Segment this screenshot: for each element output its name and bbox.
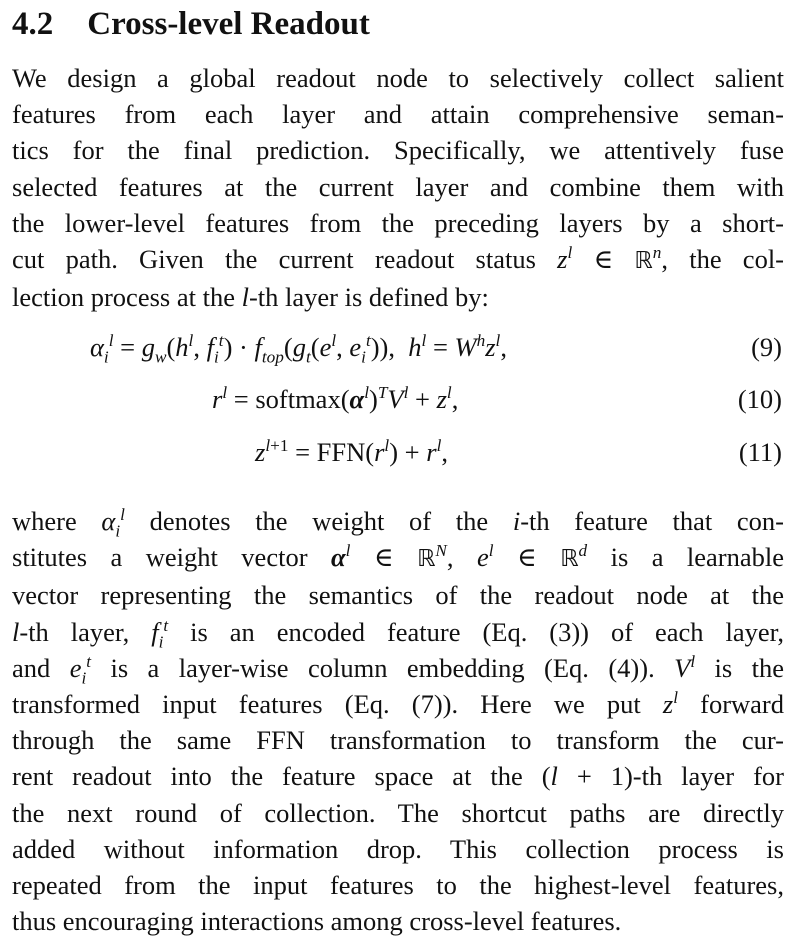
text-line: thus encouraging interactions among cross-level features. <box>12 906 622 937</box>
equation-body: $\alpha_i^l = g_w(h^l$, $f_i^t) \cdot f_{top}(g_t(e^l$, $e_i^t$)), $h^l = W^hz^l$, <box>90 331 507 367</box>
text-line: the next round of collection. The shortcut paths are directly <box>12 797 784 828</box>
equation-body: $r^l$ = $softmax(\alpha^l)^TV^l + z^l$, <box>212 383 459 414</box>
equation-number: (10) <box>737 384 782 414</box>
equation-9 <box>0 332 784 372</box>
paragraph-explanation <box>12 503 784 939</box>
text-line: and $e_i^t$ is a layer-wise column embedding (Eq. (4)). $V^l$ is the <box>12 651 784 688</box>
text-line: where $\alpha_i^l$ denotes the weight of the i-th feature that con- <box>12 505 784 541</box>
text-line: repeated from the input features to the highest-level features, <box>12 870 784 901</box>
text-line: rent readout into the feature space at the (l + 1)-th layer for <box>12 761 784 792</box>
text-line: lection process at the l-th layer is defined by: <box>12 282 489 313</box>
text-line: stitutes a weight vector $\alpha^l$ ∈ ℝ$^N$, $e^l$ ∈ ℝ$^d$ is a learnable <box>12 541 785 573</box>
equation-body: $z^{l+1} = FFN(r^l) + r^l$, <box>255 436 448 467</box>
text-line: transformed input features (Eq. (7)). Here we put $z^l$ forward <box>12 688 785 720</box>
text-line: selected features at the current layer and combine them with <box>12 171 784 202</box>
text-line: vector representing the semantics of the readout node at the <box>12 580 784 611</box>
text-line: the lower-level features from the preceding layers by a short- <box>12 207 784 238</box>
section-number: 4.2 <box>12 6 54 42</box>
text-line: We design a global readout node to selectively collect salient <box>12 63 784 93</box>
text-line: cut path. Given the current readout status $z^l$ ∈ ℝ$^n$, the col- <box>12 243 784 275</box>
text-line: added without information drop. This collection process is <box>12 833 784 864</box>
section-title: Cross-level Readout <box>87 6 370 42</box>
text-line: l-th layer, $f_i^t$ is an encoded feature (Eq. (3)) of each layer, <box>12 615 784 651</box>
text-line: tics for the final prediction. Specifically, we attentively fuse <box>12 135 784 166</box>
equation-number: (9) <box>751 332 782 362</box>
equation-10 <box>0 384 784 424</box>
section-heading <box>12 6 370 43</box>
paragraph-intro <box>12 60 784 315</box>
equation-11 <box>0 437 784 477</box>
text-line: features from each layer and attain comprehensive seman- <box>12 99 784 130</box>
text-line: through the same FFN transformation to transform the cur- <box>12 725 784 756</box>
equation-number: (11) <box>738 437 782 467</box>
